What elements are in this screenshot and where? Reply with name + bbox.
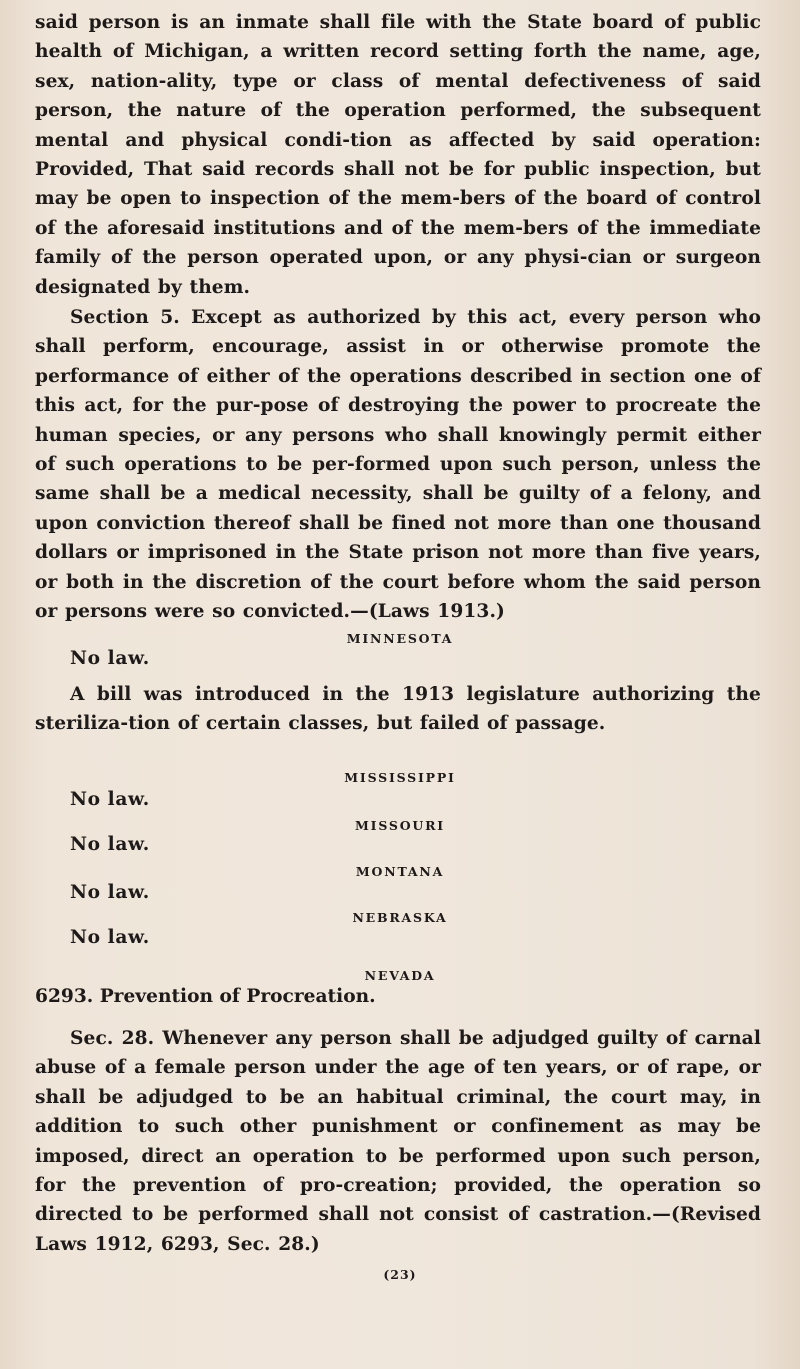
heading-mississippi: MISSISSIPPI [344, 770, 456, 785]
opening-paragraph-text: said person is an inmate shall file with the State board of public health of Michigan, a written record setting forth the name, age, sex, nation-ality, type or class of mental defectiveness of said person, the nature of the operation performed, the subsequent mental and physical condi-tion as affected by said operation: Provided, That said records shall not be for public inspection, but may be open to inspection of the mem-bers of the board of control of the aforesaid institutions and of the mem-bers of the immediate family of the person operated upon, or any physi-cian or surgeon designated by them. [35, 12, 761, 298]
nevada-section-title: 6293. Prevention of Procreation. [35, 986, 376, 1007]
minnesota-note [35, 680, 761, 739]
heading-nevada: NEVADA [364, 968, 436, 983]
section-5-text: Section 5. Except as authorized by this act, every person who shall perform, encourage, assist in or otherwise promote the performance of either of the operations described in section one of this act, for the pur-pose of destroying the power to procreate the human species, or any persons who shall knowingly permit either of such operations to be per-formed upon such person, unless the same shall be a medical necessity, shall be guilty of a felony, and upon conviction thereof shall be fined not more than one thousand dollars or imprisoned in the State prison not more than five years, or both in the discretion of the court before whom the said person or persons were so convicted.—(Laws 1913.) [35, 307, 761, 623]
nebraska-status: No law. [70, 927, 150, 948]
minnesota-status: No law. [70, 648, 150, 669]
montana-status: No law. [70, 882, 150, 903]
nevada-paragraph [35, 1024, 761, 1259]
heading-missouri: MISSOURI [355, 818, 445, 833]
heading-minnesota: MINNESOTA [346, 631, 454, 646]
page-number: (23) [383, 1267, 417, 1282]
section-5-paragraph [35, 303, 761, 626]
heading-nebraska: NEBRASKA [352, 910, 448, 925]
nevada-paragraph-text: Sec. 28. Whenever any person shall be adjudged guilty of carnal abuse of a female person under the age of ten years, or of rape, or shall be adjudged to be an habitual criminal, the court may, in addition to such other punishment or confinement as may be imposed, direct an operation to be performed upon such person, for the prevention of pro-creation; provided, the operation so directed to be performed shall not consist of castration.—(Revised Laws 1912, 6293, Sec. 28.) [35, 1028, 761, 1255]
missouri-status: No law. [70, 834, 150, 855]
mississippi-status: No law. [70, 789, 150, 810]
minnesota-note-text: A bill was introduced in the 1913 legislature authorizing the steriliza-tion of certain classes, but failed of passage. [35, 684, 761, 735]
heading-montana: MONTANA [355, 864, 445, 879]
opening-paragraph [35, 8, 761, 302]
